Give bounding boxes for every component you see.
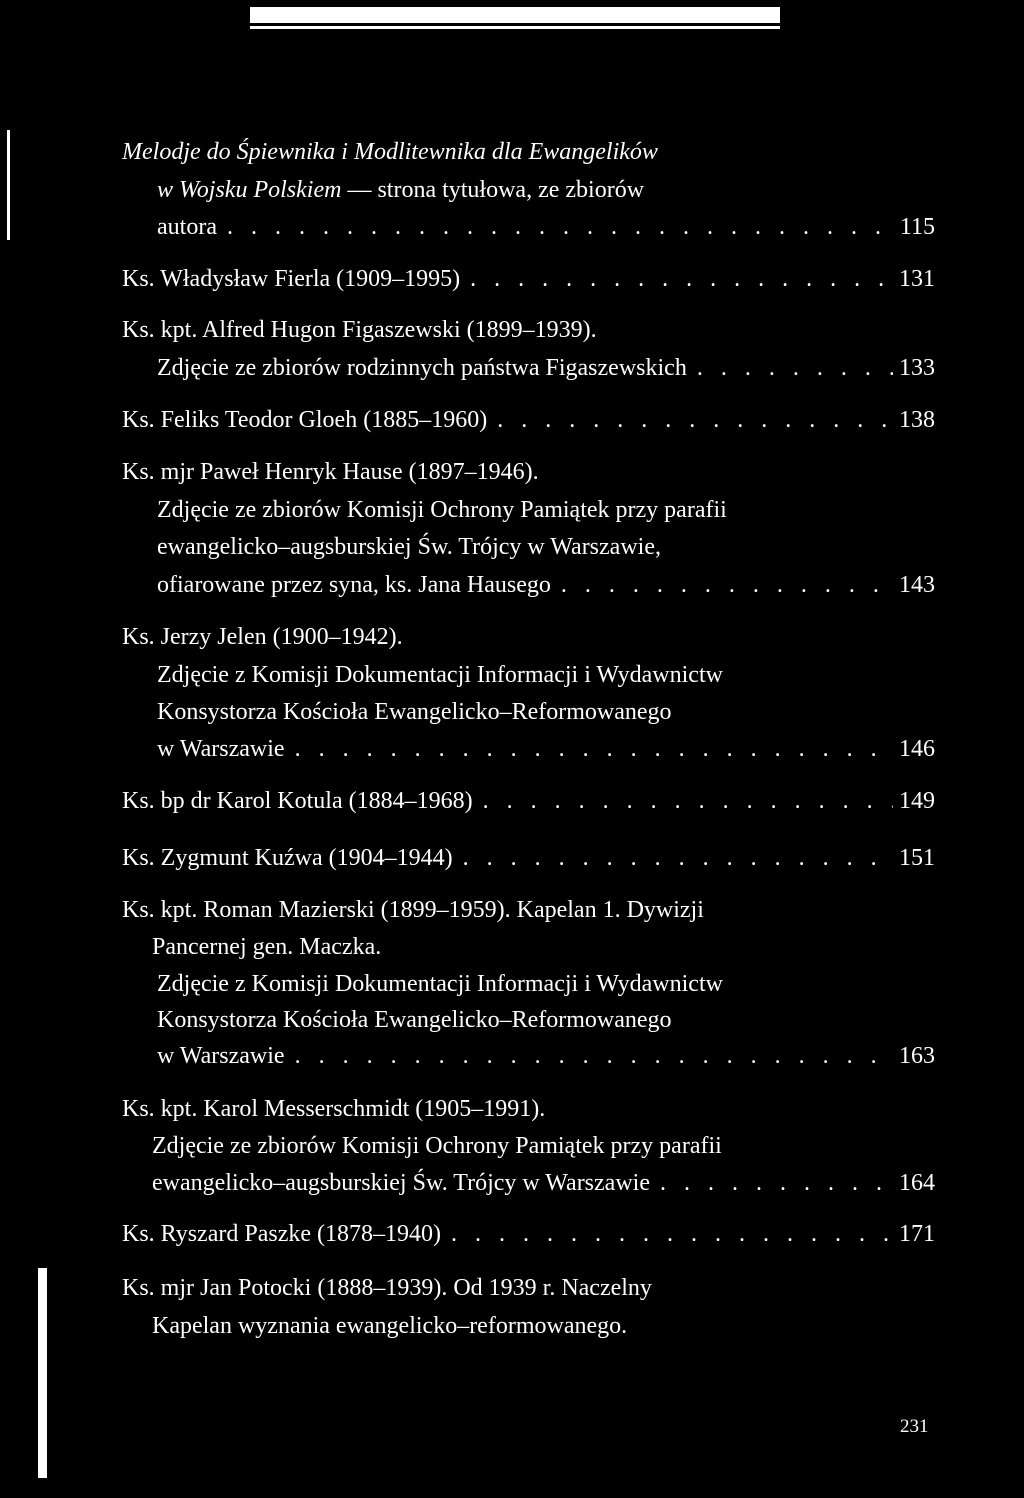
entry-leader-line	[157, 729, 935, 769]
leader-dots	[227, 207, 894, 247]
entry-page-number: 171	[899, 1221, 935, 1247]
entry-text: Ks. Ryszard Paszke (1878–1940)	[122, 1221, 441, 1247]
entry-line	[122, 452, 539, 492]
entry-text: Konsystorza Kościoła Ewangelicko–Reformowanego	[157, 1007, 672, 1033]
entry-text: Zdjęcie z Komisji Dokumentacji Informacji i Wydawnictw	[157, 662, 723, 688]
entry-line	[122, 1268, 652, 1308]
entry-text: Ks. kpt. Roman Mazierski (1899–1959). Kapelan 1. Dywizji	[122, 897, 704, 923]
entry-text: Ks. mjr Paweł Henryk Hause (1897–1946).	[122, 459, 539, 485]
entry-text: Konsystorza Kościoła Ewangelicko–Reformowanego	[157, 699, 672, 725]
entry-page-number: 115	[899, 214, 935, 240]
entry-text: Ks. kpt. Alfred Hugon Figaszewski (1899–1939).	[122, 317, 597, 343]
entry-text: Ks. mjr Jan Potocki (1888–1939). Od 1939 r. Naczelny	[122, 1275, 652, 1301]
entry-leader-line	[157, 207, 935, 247]
entry-line	[122, 617, 403, 657]
entry-leader-line	[157, 348, 935, 388]
entry-text: — strona tytułowa, ze zbiorów	[341, 177, 645, 203]
entry-page-number: 143	[899, 572, 935, 598]
entry-text: ofiarowane przez syna, ks. Jana Hausego	[157, 572, 551, 598]
entry-text: Zdjęcie z Komisji Dokumentacji Informacji i Wydawnictw	[157, 971, 723, 997]
entry-text: Zdjęcie ze zbiorów Komisji Ochrony Pamiątek przy parafii	[152, 1133, 722, 1159]
entry-line	[122, 1089, 545, 1129]
entry-leader-line	[122, 400, 935, 440]
leader-dots	[295, 729, 893, 769]
entry-leader-line	[152, 1163, 935, 1203]
entry-text: Ks. bp dr Karol Kotula (1884–1968)	[122, 788, 473, 814]
entry-title: w Wojsku Polskiem	[157, 177, 342, 203]
entry-line	[157, 170, 644, 210]
entry-page-number: 146	[899, 736, 935, 762]
entry-text: Ks. Zygmunt Kuźwa (1904–1944)	[122, 845, 453, 871]
entry-line	[157, 490, 727, 530]
leader-dots	[561, 565, 893, 605]
entry-line	[152, 1126, 722, 1166]
entry-line	[152, 1306, 627, 1346]
entry-text: ewangelicko–augsburskiej Św. Trójcy w Warszawie	[152, 1170, 650, 1196]
entry-page-number: 151	[899, 845, 935, 871]
entry-title: Melodje do Śpiewnika i Modlitewnika dla Ewangelików	[122, 139, 658, 165]
leader-dots	[483, 781, 893, 821]
entry-page-number: 133	[899, 355, 935, 381]
entry-page-number: 164	[899, 1170, 935, 1196]
entry-text: ewangelicko–augsburskiej Św. Trójcy w Warszawie,	[157, 534, 661, 560]
entry-line	[157, 527, 661, 567]
entry-leader-line	[122, 781, 935, 821]
entry-text: Pancernej gen. Maczka.	[152, 934, 382, 960]
leader-dots	[660, 1163, 893, 1203]
leader-dots	[451, 1214, 893, 1254]
entry-leader-line	[157, 1036, 935, 1076]
entry-text: w Warszawie	[157, 736, 285, 762]
entry-line	[157, 1000, 672, 1040]
entry-text: w Warszawie	[157, 1043, 285, 1069]
entry-leader-line	[157, 565, 935, 605]
entry-line	[157, 964, 723, 1004]
entry-line	[122, 890, 704, 930]
leader-dots	[497, 400, 893, 440]
leader-dots	[295, 1036, 893, 1076]
leader-dots	[697, 348, 893, 388]
entry-text: Zdjęcie ze zbiorów Komisji Ochrony Pamiątek przy parafii	[157, 497, 727, 523]
entry-line	[152, 927, 381, 967]
entry-text: autora	[157, 214, 217, 240]
entry-leader-line	[122, 838, 935, 878]
entry-leader-line	[122, 259, 935, 299]
entry-line	[122, 132, 658, 172]
leader-dots	[463, 838, 893, 878]
entry-page-number: 138	[899, 407, 935, 433]
entry-text: Ks. Władysław Fierla (1909–1995)	[122, 266, 461, 292]
entry-line	[157, 692, 672, 732]
page-number: 231	[900, 1416, 929, 1437]
leader-dots	[470, 259, 893, 299]
entry-page-number: 131	[899, 266, 935, 292]
entry-leader-line	[122, 1214, 935, 1254]
entry-text: Ks. kpt. Karol Messerschmidt (1905–1991).	[122, 1096, 546, 1122]
entry-text: Zdjęcie ze zbiorów rodzinnych państwa Figaszewskich	[157, 355, 687, 381]
entry-line	[157, 655, 723, 695]
entry-text: Kapelan wyznania ewangelicko–reformowanego.	[152, 1313, 628, 1339]
entry-text: Ks. Feliks Teodor Gloeh (1885–1960)	[122, 407, 488, 433]
entry-line	[122, 310, 597, 350]
entry-page-number: 163	[899, 1043, 935, 1069]
entry-page-number: 149	[899, 788, 935, 814]
entry-text: Ks. Jerzy Jelen (1900–1942).	[122, 624, 403, 650]
